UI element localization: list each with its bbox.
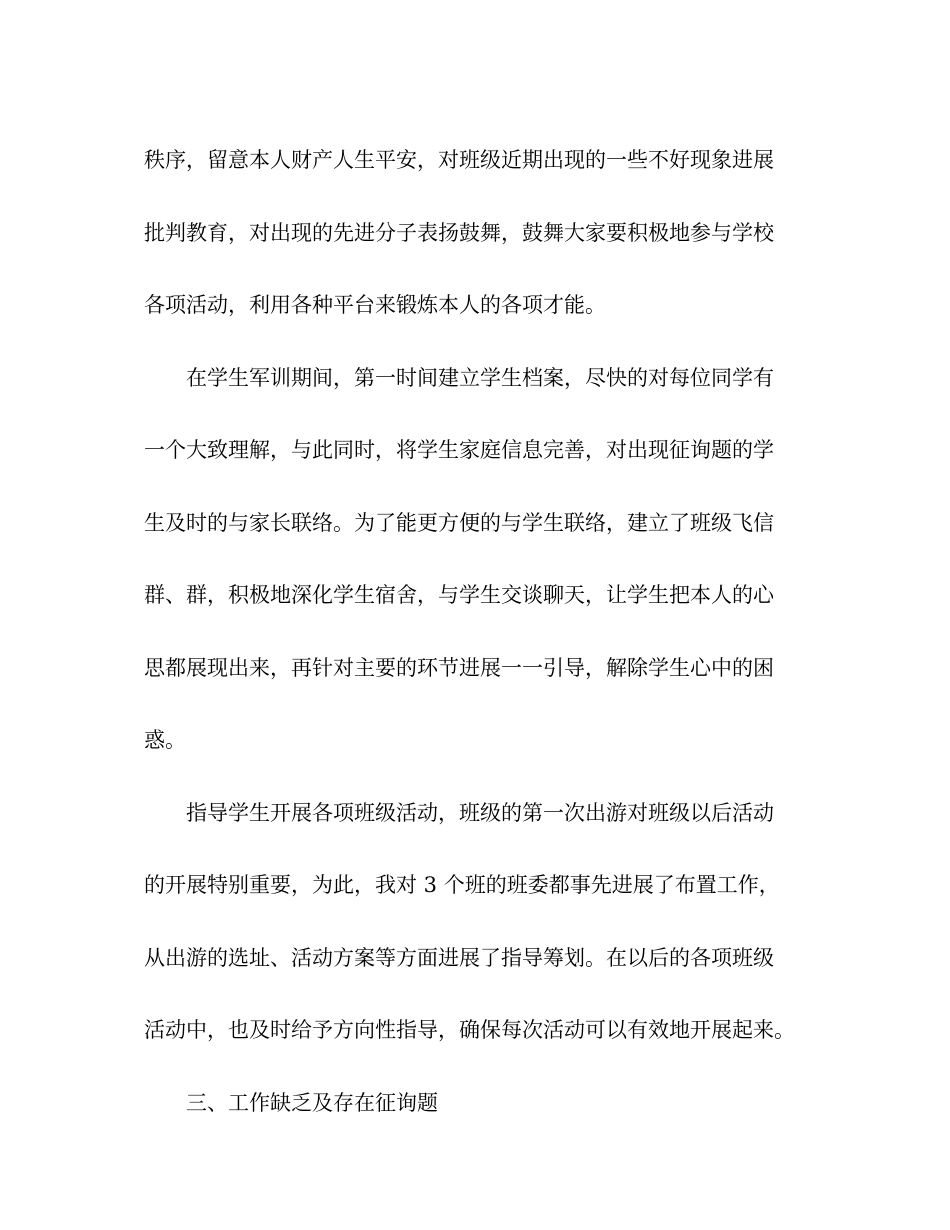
paragraph-line: 生及时的与家长联络。为了能更方便的与学生联络，建立了班级飞信 bbox=[144, 511, 774, 535]
paragraph-line: 一个大致理解，与此同时，将学生家庭信息完善，对出现征询题的学 bbox=[144, 438, 774, 462]
paragraph-first-line: 在学生军训期间，第一时间建立学生档案，尽快的对每位同学有 bbox=[186, 366, 774, 390]
paragraph-line: 从出游的选址、活动方案等方面进展了指导筹划。在以后的各项班级 bbox=[144, 946, 774, 970]
paragraph-line: 批判教育，对出现的先进分子表扬鼓舞，鼓舞大家要积极地参与学校 bbox=[144, 221, 774, 245]
paragraph-line: 各项活动，利用各种平台来锻炼本人的各项才能。 bbox=[144, 293, 606, 317]
paragraph-line: 秩序，留意本人财产人生平安，对班级近期出现的一些不好现象进展 bbox=[144, 148, 774, 172]
paragraph-first-line: 指导学生开展各项班级活动，班级的第一次出游对班级以后活动 bbox=[186, 801, 774, 825]
paragraph-line: 思都展现出来，再针对主要的环节进展一一引导，解除学生心中的困 bbox=[144, 656, 774, 680]
paragraph-line: 活动中，也及时给予方向性指导，确保每次活动可以有效地开展起来。 bbox=[144, 1018, 795, 1042]
paragraph-line: 群、群，积极地深化学生宿舍，与学生交谈聊天，让学生把本人的心 bbox=[144, 583, 774, 607]
section-heading: 三、工作缺乏及存在征询题 bbox=[186, 1091, 438, 1115]
paragraph-line: 惑。 bbox=[144, 728, 186, 752]
paragraph-line: 的开展特别重要，为此，我对 3 个班的班委都事先进展了布置工作， bbox=[144, 873, 780, 897]
